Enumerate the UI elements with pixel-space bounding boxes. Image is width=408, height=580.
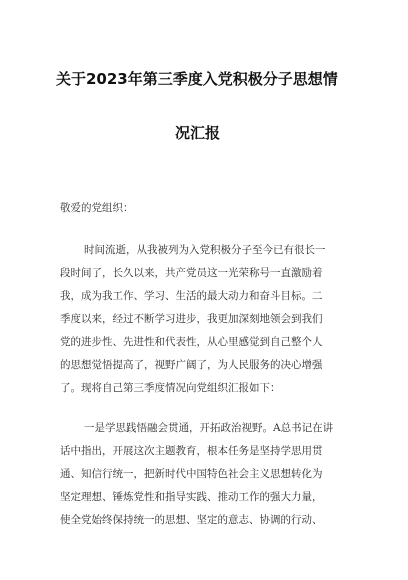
greeting: 敬爱的党组织：	[60, 202, 134, 214]
paragraph-2-line: 通、知信行统一，把新时代中国特色社会主义思想转化为	[60, 468, 323, 480]
paragraph-1-line: 我，成为我工作、学习、生活的最大动力和奋斗目标。二	[60, 290, 323, 302]
document-title-line-2: 况汇报	[175, 124, 221, 142]
paragraph-1-line: 季度以来，经过不断学习进步，我更加深刻地领会到我们	[60, 313, 323, 325]
paragraph-1-line: 党的进步性、先进性和代表性，从心里感觉到自己整个人	[60, 336, 323, 348]
paragraph-2-line: 使全党始终保持统一的思想、坚定的意志、协调的行动、	[60, 514, 323, 526]
paragraph-2-line: 话中指出，开展这次主题教育，根本任务是坚持学思用贯	[60, 445, 323, 457]
paragraph-2-line: 一是学思践悟融会贯通，开拓政治视野。A总书记在讲	[84, 422, 334, 434]
paragraph-1-line: 的思想觉悟提高了，视野广阔了，为人民服务的决心增强	[60, 359, 323, 371]
paragraph-2-line: 坚定理想、锤炼党性和指导实践、推动工作的强大力量，	[60, 491, 323, 503]
paragraph-1-line: 时间流逝，从我被列为入党积极分子至今已有很长一	[84, 244, 326, 256]
paragraph-1-line: 了。现将自己第三季度情况向党组织汇报如下：	[60, 382, 281, 394]
document-title-line-1: 关于2023年第三季度入党积极分子思想情	[56, 70, 338, 88]
paragraph-1-line: 段时间了，长久以来，共产党员这一光荣称号一直激励着	[60, 267, 323, 279]
